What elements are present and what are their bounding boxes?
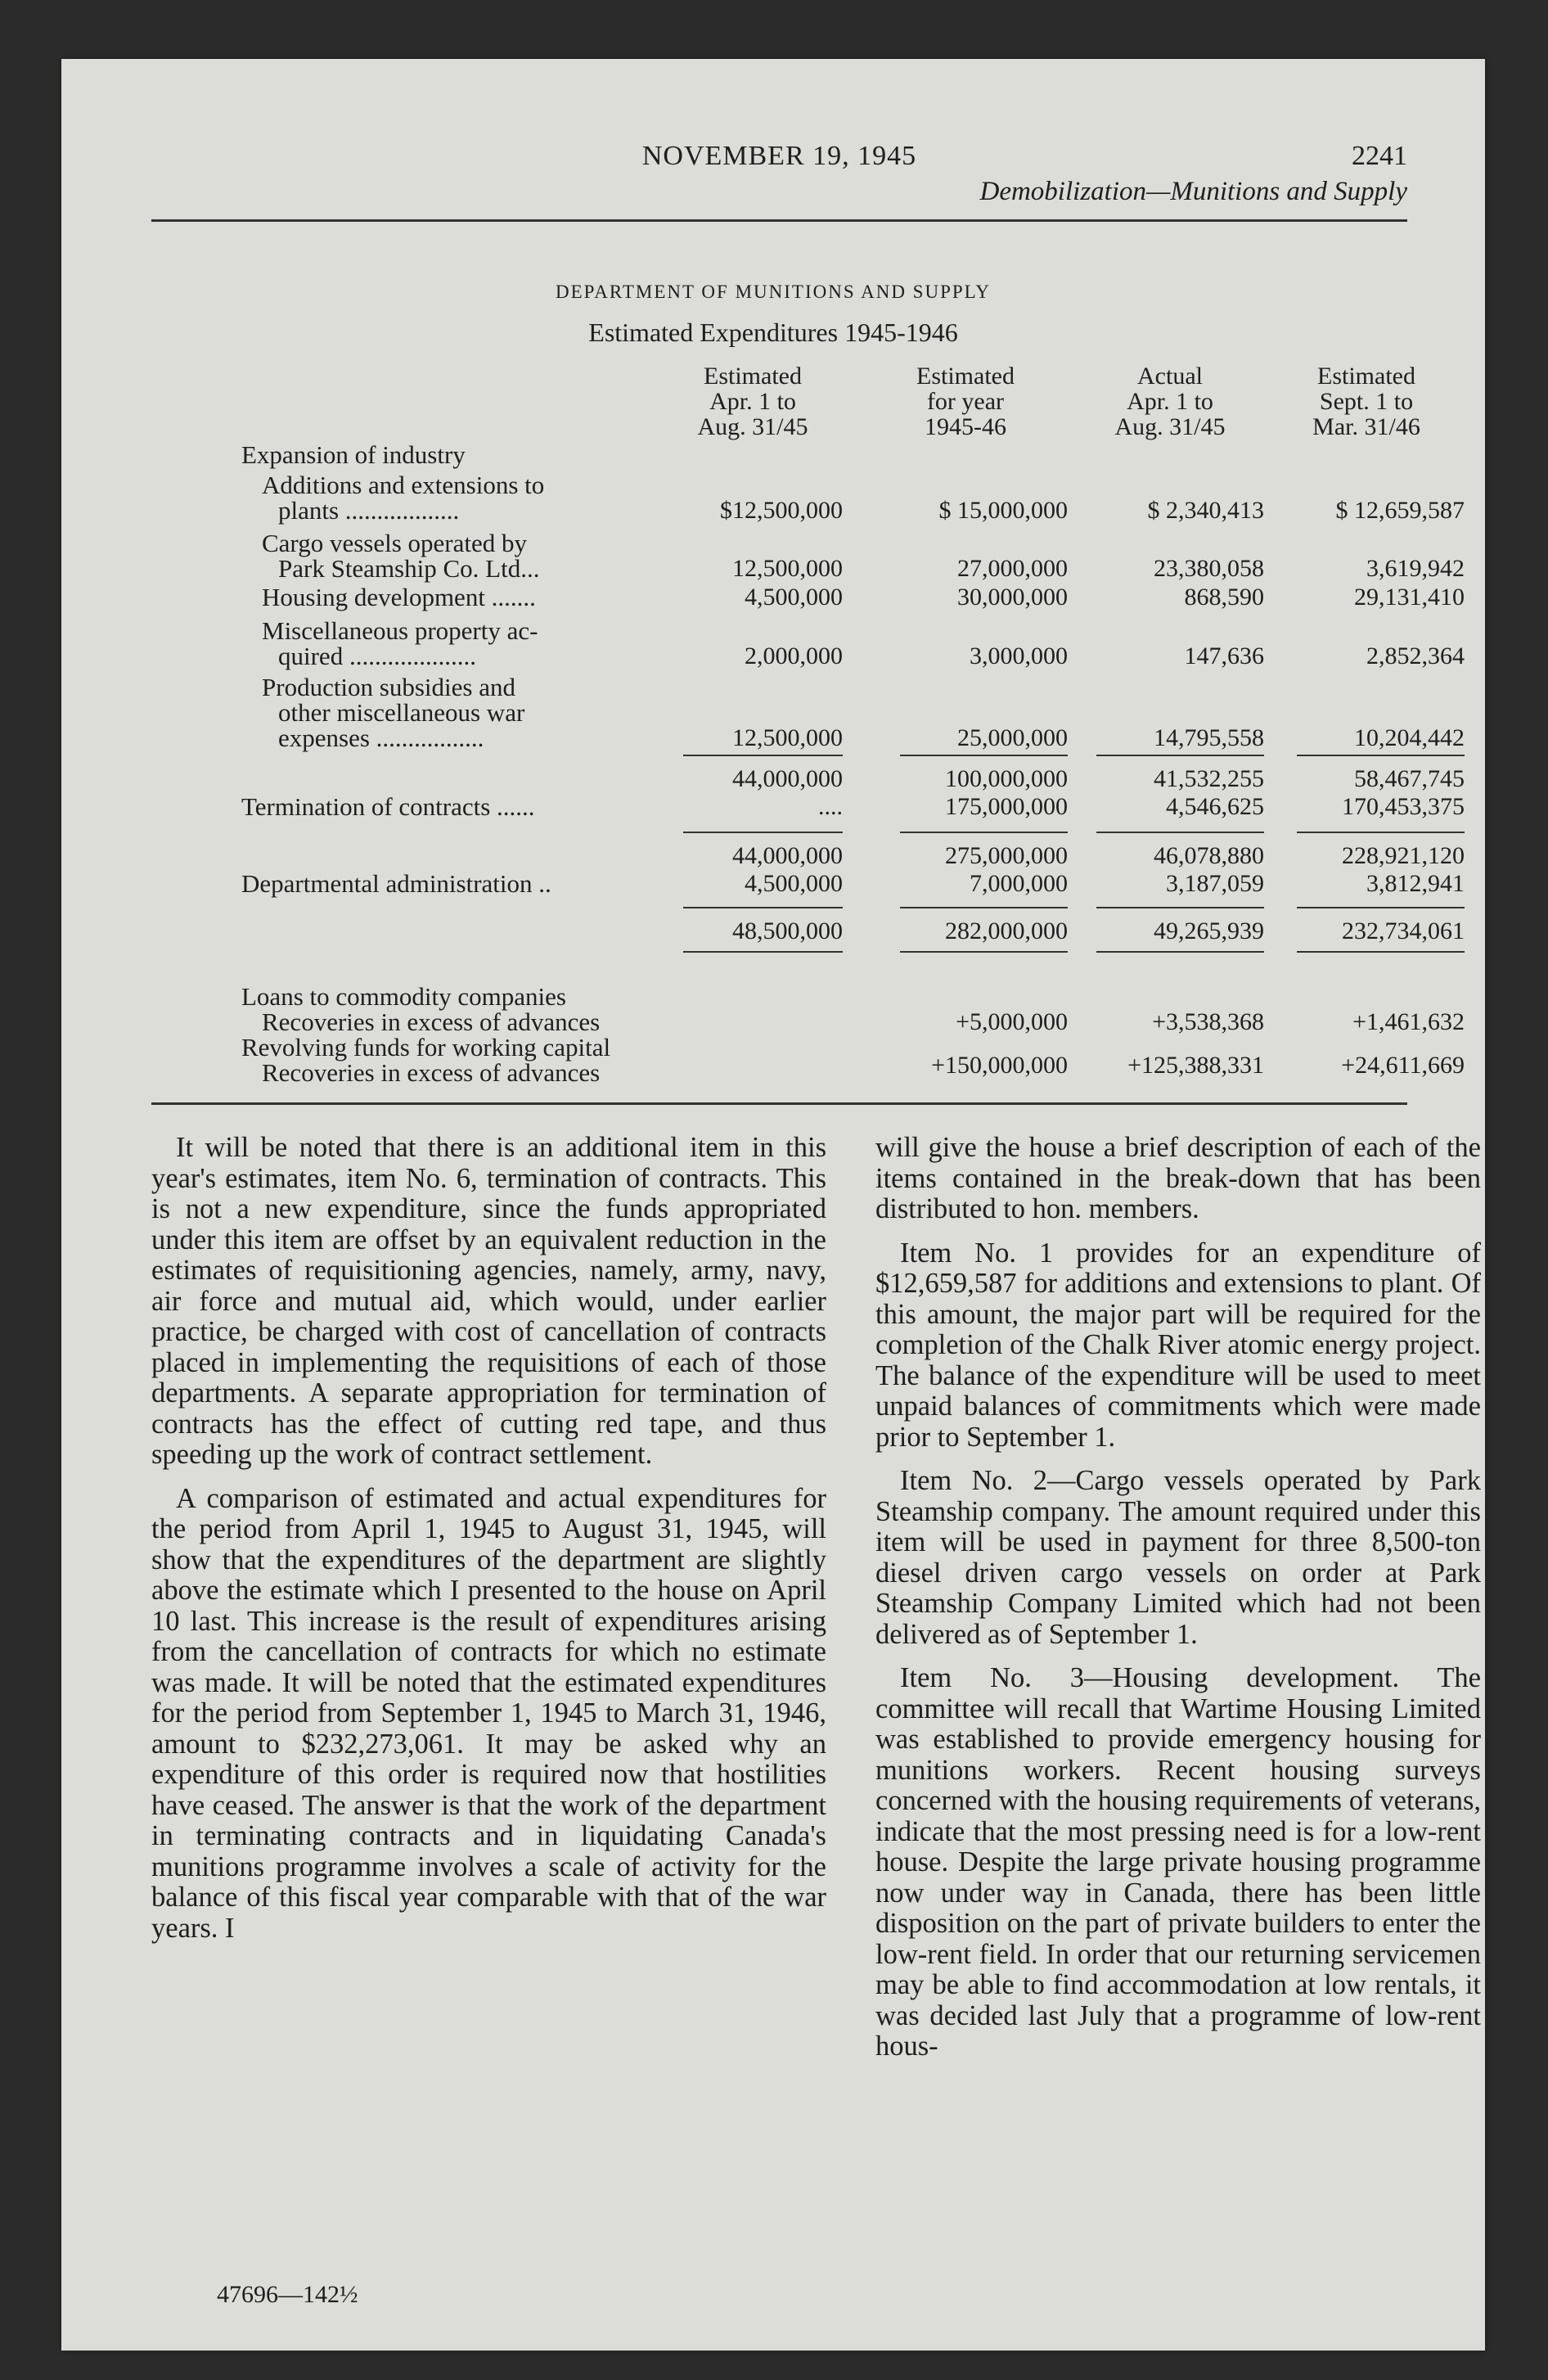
department-title: DEPARTMENT OF MUNITIONS AND SUPPLY — [555, 282, 992, 302]
row-label-revolving: Revolving funds for working capital — [241, 1033, 611, 1062]
column-header-4 — [1272, 363, 1460, 439]
section-label-expansion: Expansion of industry — [241, 440, 466, 469]
column-header-1 — [659, 363, 847, 439]
header-rule — [151, 219, 1407, 222]
table-cell: 868,590 — [1184, 584, 1264, 611]
sum-rule — [1096, 832, 1264, 833]
table-cell: +1,461,632 — [1352, 1008, 1465, 1035]
row-sublabel-revolving: Recoveries in excess of advances — [262, 1058, 601, 1087]
total-cell: 48,500,000 — [732, 917, 843, 944]
table-cell: +125,388,331 — [1127, 1052, 1264, 1079]
paragraph: A comparison of estimated and actual expenditures for the period from April 1, 1945 to August 31, 1945, will show that the expenditures of the department are slightly above the estimate which I presented to the house on April 10 last. This increase is the result of expenditures arising from the cancellation of contracts for which no estimate was made. It will be noted that the estimated expenditures for the period from September 1, 1945 to March 31, 1946, amount to $232,273,061. It may be asked why an expenditure of this order is required now that hostilities have ceased. The answer is that the work of the department in terminating contracts and in liquidating Canada's munitions programme involves a scale of activity for the balance of this fiscal year comparable with that of the war years. I — [151, 1482, 826, 1944]
subtotal-cell: 41,532,255 — [1154, 765, 1264, 792]
table-cell: 25,000,000 — [957, 724, 1068, 751]
table-cell: 175,000,000 — [945, 793, 1068, 820]
row-label-termination: Termination of contracts ...... — [241, 792, 535, 821]
section-title: Demobilization—Munitions and Supply — [979, 177, 1407, 206]
table-cell: 3,812,941 — [1366, 870, 1465, 897]
row-label-line: Cargo vessels operated by — [262, 529, 527, 557]
sum-rule — [900, 832, 1068, 833]
row-label-line: Miscellaneous property ac- — [262, 616, 538, 645]
subtotal-cell: 44,000,000 — [732, 765, 843, 792]
subtotal-cell: 275,000,000 — [945, 842, 1068, 869]
document-page — [61, 59, 1485, 2351]
table-cell: 3,187,059 — [1166, 870, 1264, 897]
sum-rule — [1297, 755, 1465, 756]
table-cell: 147,636 — [1184, 642, 1264, 669]
column-header-text: Sept. 1 to — [1319, 388, 1414, 415]
subtotal-cell: 58,467,745 — [1354, 765, 1465, 792]
row-label-line: Additions and extensions to — [262, 471, 545, 499]
sum-rule — [900, 907, 1068, 908]
sum-rule — [900, 951, 1068, 953]
row-label-miscellaneous — [262, 618, 646, 669]
paragraph: Item No. 3—Housing development. The committee will recall that Wartime Housing Limited was established to provide emergency housing for munitions workers. Recent housing surveys concerned with the housing requirements of veterans, indicate that the most pressing need is for a low-rent house. Despite the large private housing programme now under way in Canada, there has been little disposition on the part of private builders to enter the low-rent field. In order that our returning servicemen may be able to find accommodation at low rentals, it was decided last July that a programme of low-rent hous- — [875, 1662, 1481, 2062]
paragraph: Item No. 2—Cargo vessels operated by Park Steamship company. The amount required under this item will be used in payment for three 8,500-ton diesel driven cargo vessels on order at Park Steamship Company Limited which had not been delivered as of September 1. — [875, 1465, 1481, 1650]
table-cell: .... — [818, 793, 843, 820]
row-label-line: Park Steamship Co. Ltd... — [278, 554, 540, 583]
sum-rule — [1297, 832, 1465, 833]
row-label-production — [262, 674, 646, 751]
body-column-left — [151, 1133, 826, 1957]
column-header-text: Apr. 1 to — [1127, 388, 1213, 415]
table-cell: 12,500,000 — [732, 555, 843, 582]
paragraph: It will be noted that there is an additional item in this year's estimates, item No. 6, termination of contracts. This is not a new expenditure, since the funds appropriated under this item are offset by an equivalent reduction in the estimates of requisitioning agencies, namely, army, navy, air force and mutual aid, which would, under earlier practice, be charged with cost of cancellation of contracts placed in implementing the requisitions of each of those departments. A separate appropriation for termination of contracts has the effect of cutting red tape, and thus speeding up the work of contract settlement. — [151, 1132, 826, 1470]
row-label-departmental: Departmental administration .. — [241, 869, 551, 898]
row-label-loans: Loans to commodity companies — [241, 982, 566, 1011]
paragraph: Item No. 1 provides for an expenditure of $12,659,587 for additions and extensions to plant. Of this amount, the major part will be required for the completion of the Chalk River atomic energy project. The balance of the expenditure will be used to meet unpaid balances of commitments which were made prior to September 1. — [875, 1237, 1481, 1453]
table-cell: +150,000,000 — [931, 1052, 1068, 1079]
page-number: 2241 — [1352, 141, 1407, 171]
sum-rule — [683, 755, 843, 756]
table-cell: 2,000,000 — [745, 642, 843, 669]
subtotal-cell: 46,078,880 — [1154, 842, 1264, 869]
sum-rule — [1297, 907, 1465, 908]
table-cell: 7,000,000 — [970, 870, 1068, 897]
table-cell: 14,795,558 — [1154, 724, 1264, 751]
subtotal-cell: 100,000,000 — [945, 765, 1068, 792]
paragraph: will give the house a brief description of each of the items contained in the break-down that has been distributed to hon. members. — [875, 1132, 1481, 1224]
page-header — [151, 141, 1407, 206]
table-cell: 30,000,000 — [957, 584, 1068, 611]
column-header-text: Estimated — [1317, 363, 1415, 390]
column-header-text: Mar. 31/46 — [1312, 413, 1420, 440]
row-label-line: Production subsidies and — [262, 673, 515, 701]
column-header-text: Aug. 31/45 — [1114, 413, 1226, 440]
table-cell: +5,000,000 — [956, 1008, 1068, 1035]
total-cell: 49,265,939 — [1154, 917, 1264, 944]
table-cell: 27,000,000 — [957, 555, 1068, 582]
table-cell: 29,131,410 — [1354, 584, 1465, 611]
row-label-line: other miscellaneous war — [278, 698, 525, 727]
sum-rule — [683, 907, 843, 908]
date-title: NOVEMBER 19, 1945 — [641, 141, 917, 171]
row-label-line: expenses ................. — [278, 723, 484, 752]
body-column-right — [875, 1133, 1481, 2076]
table-cell: $12,500,000 — [720, 497, 843, 524]
column-header-3 — [1076, 363, 1264, 439]
table-cell: $ 15,000,000 — [938, 497, 1068, 524]
row-label-housing — [262, 584, 646, 610]
table-cell: 4,546,625 — [1166, 793, 1264, 820]
row-sublabel-loans: Recoveries in excess of advances — [262, 1007, 601, 1036]
subtotal-cell: 44,000,000 — [732, 842, 843, 869]
sum-rule — [683, 951, 843, 953]
row-label-additions — [262, 472, 646, 523]
table-cell: 4,500,000 — [745, 584, 843, 611]
column-header-text: Actual — [1137, 363, 1203, 390]
total-cell: 282,000,000 — [945, 917, 1068, 944]
table-cell: $ 2,340,413 — [1147, 497, 1264, 524]
table-cell: $ 12,659,587 — [1335, 497, 1465, 524]
table-caption: Estimated Expenditures 1945-1946 — [588, 318, 958, 347]
table-cell: 12,500,000 — [732, 724, 843, 751]
sum-rule — [900, 755, 1068, 756]
total-cell: 232,734,061 — [1342, 917, 1465, 944]
sum-rule — [1297, 951, 1465, 953]
table-cell: +24,611,669 — [1341, 1052, 1465, 1079]
table-cell: 170,453,375 — [1342, 793, 1465, 820]
footnote: 47696—142½ — [217, 2281, 358, 2308]
table-cell: +3,538,368 — [1152, 1008, 1264, 1035]
row-label-cargo — [262, 530, 646, 581]
table-cell: 10,204,442 — [1354, 724, 1465, 751]
sum-rule — [683, 832, 843, 833]
column-header-text: Apr. 1 to — [709, 388, 796, 415]
column-header-2 — [871, 363, 1060, 439]
sum-rule — [1096, 907, 1264, 908]
table-cell: 23,380,058 — [1154, 555, 1264, 582]
column-header-text: for year — [926, 388, 1005, 415]
subtotal-cell: 228,921,120 — [1342, 842, 1465, 869]
table-cell: 2,852,364 — [1366, 642, 1465, 669]
column-header-text: 1945-46 — [925, 413, 1006, 440]
column-header-text: Estimated — [916, 363, 1015, 390]
column-header-text: Aug. 31/45 — [697, 413, 808, 440]
sum-rule — [1096, 755, 1264, 756]
table-cell: 3,000,000 — [970, 642, 1068, 669]
row-label-line: plants .................. — [278, 496, 460, 525]
table-bottom-rule — [151, 1102, 1407, 1105]
row-label-line: Housing development ....... — [262, 583, 536, 611]
table-cell: 3,619,942 — [1366, 555, 1465, 582]
table-cell: 4,500,000 — [745, 870, 843, 897]
column-header-text: Estimated — [704, 363, 802, 390]
sum-rule — [1096, 951, 1264, 953]
row-label-line: quired .................... — [278, 642, 476, 670]
